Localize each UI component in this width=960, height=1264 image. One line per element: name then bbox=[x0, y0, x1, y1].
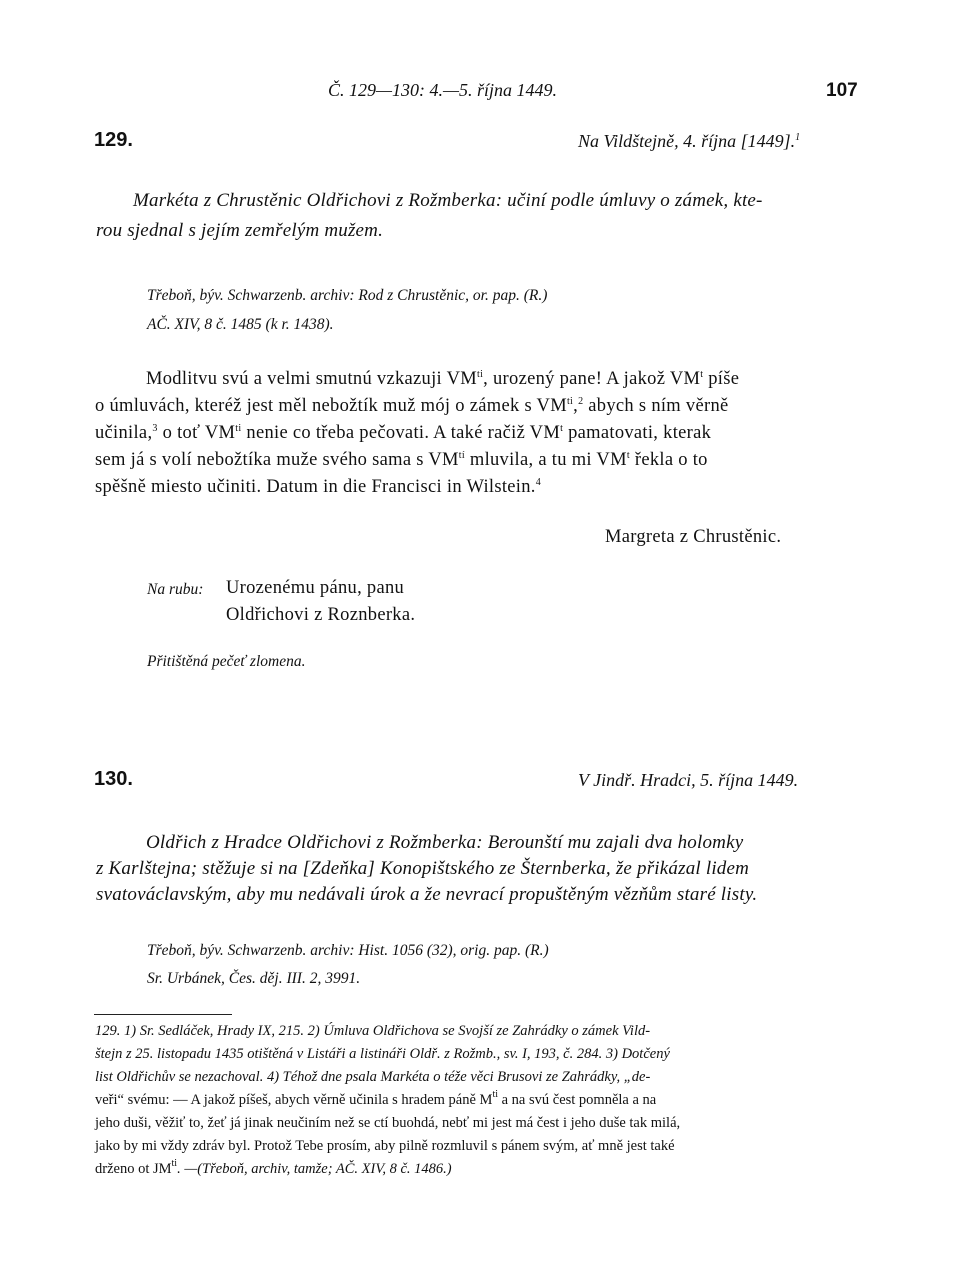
doc-129-source-line-1: Třeboň, býv. Schwarzenb. archiv: Rod z Chrustěnic, or. pap. (R.) bbox=[147, 287, 548, 304]
doc-129-text-line-5: spěšně miesto učiniti. Datum in die Francisci in Wilstein.$^4$ bbox=[95, 477, 542, 497]
doc-129-summary-line-1: Markéta z Chrustěnic Oldřichovi z Rožmberka: učiní podle úmluvy o zámek, kte- bbox=[133, 190, 763, 211]
footnote-line-6: jako by mi vždy zdráv byl. Protož Tebe prosím, aby pilně rozmluvil s pánem svým, ať mně jest také bbox=[95, 1138, 675, 1154]
doc-130-source-line-2: Sr. Urbánek, Čes. děj. III. 2, 3991. bbox=[147, 970, 361, 987]
doc-129-text-line-4: sem já s volí nebožtíka muže svého sama s $VM^{tí}$ mluvila, a tu mi $VM^t$ řekla o to bbox=[95, 450, 708, 470]
doc-129-number: 129. bbox=[94, 129, 133, 151]
doc-130-summary-line-3: svatováclavským, aby mu nedávali úrok a že nevrací propuštěným vězňům staré listy. bbox=[96, 884, 758, 905]
doc-129-summary-line-2: rou sjednal s jejím zemřelým mužem. bbox=[96, 220, 384, 241]
footnote-line-3: list Oldřichův se nezachoval. 4) Téhož dne psala Markéta o téže věci Brusovi ze Zahrádky, „de- bbox=[95, 1069, 651, 1085]
doc-129-text-line-1: Modlitvu svú a velmi smutnú vzkazuji $VM^{ti}$, urozený pane! A jakož $VM^t$ píše bbox=[146, 369, 740, 389]
doc-129-address-line-1: Urozenému pánu, panu bbox=[226, 578, 405, 598]
footnote-line-2: štejn z 25. listopadu 1435 otištěná v Listáři a listináři Oldř. z Rožmb., sv. I, 193, č. 284. 3) Dotčený bbox=[95, 1046, 670, 1062]
doc-130-place-date: V Jindř. Hradci, 5. října 1449. bbox=[578, 770, 799, 790]
doc-129-place-date: Na Vildštejně, 4. října [1449].$^1$ bbox=[578, 131, 801, 151]
doc-130-source-line-1: Třeboň, býv. Schwarzenb. archiv: Hist. 1056 (32), orig. pap. (R.) bbox=[147, 942, 549, 959]
doc-129-address-line-2: Oldřichovi z Roznberka. bbox=[226, 605, 416, 625]
doc-130-summary-line-2: z Karlštejna; stěžuje si na [Zdeňka] Konopištského ze Šternberka, že přikázal lidem bbox=[96, 858, 750, 879]
doc-129-address-label: Na rubu: bbox=[147, 581, 204, 598]
footnote-line-7: drženo ot $JM^{ti}$. —(Třeboň, archiv, tamže; AČ. XIV, 8 č. 1486.) bbox=[95, 1158, 452, 1177]
page-number: 107 bbox=[826, 80, 858, 101]
doc-129-text-line-3: učinila,$^3$ o toť $VM^{ti}$ nenie co třeba pečovati. A také račiž $VM^t$ pamatovati, kterak bbox=[95, 423, 712, 443]
doc-130-summary-line-1: Oldřich z Hradce Oldřichovi z Rožmberka: Berounští mu zajali dva holomky bbox=[146, 832, 744, 853]
footnote-line-5: jeho duši, věžiť to, žeť já jinak neučiním než se ctí buohdá, nebť mi jest má čest i jeho duše tak milá, bbox=[95, 1115, 681, 1131]
running-title: Č. 129—130: 4.—5. října 1449. bbox=[328, 80, 558, 100]
doc-130-number: 130. bbox=[94, 768, 133, 790]
doc-129-source-line-2: AČ. XIV, 8 č. 1485 (k r. 1438). bbox=[147, 316, 334, 333]
doc-129-text-line-2: o úmluvách, kteréž jest měl nebožtík muž mój o zámek s $VM^{ti},^2$ abych s ním věrně bbox=[95, 396, 729, 416]
doc-129-signature: Margreta z Chrustěnic. bbox=[605, 527, 782, 547]
doc-129-seal-note: Přitištěná pečeť zlomena. bbox=[147, 653, 306, 670]
footnote-rule bbox=[94, 1014, 232, 1015]
footnote-line-1: 129. 1) Sr. Sedláček, Hrady IX, 215. 2) Úmluva Oldřichova se Svojší ze Zahrádky o zámek Vild- bbox=[95, 1023, 651, 1039]
footnote-line-4: veři“ svému: — A jakož píšeš, abych věrně učinila s hradem páně $M^{ti}$ a na svú čest pomněla a na bbox=[95, 1089, 657, 1108]
footnote-ref: 1 bbox=[795, 132, 801, 143]
